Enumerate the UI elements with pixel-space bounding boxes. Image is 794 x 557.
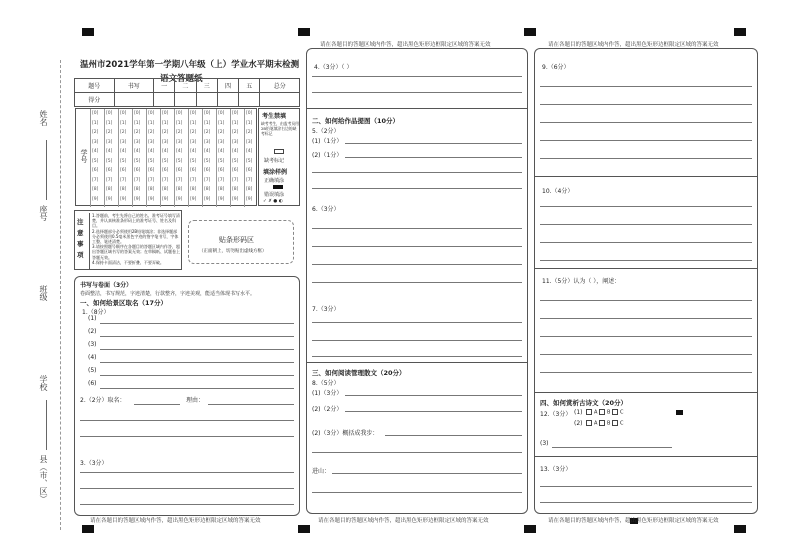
score-header: 书写 bbox=[114, 79, 154, 93]
student-id-bubble[interactable]: [7] bbox=[246, 177, 253, 183]
binding-dashed-line bbox=[60, 60, 61, 530]
student-id-bubble[interactable]: [3] bbox=[148, 139, 155, 145]
student-id-grid[interactable] bbox=[75, 108, 257, 206]
answer-line[interactable] bbox=[332, 473, 522, 474]
question-11-label: 11.（5分）认为（ ），阐述： bbox=[542, 278, 621, 285]
student-id-bubble[interactable]: [2] bbox=[106, 130, 113, 135]
student-id-bubble[interactable]: [0] bbox=[232, 111, 239, 116]
student-id-bubble[interactable]: [4] bbox=[232, 149, 239, 154]
score-header: 题号 bbox=[75, 79, 115, 93]
student-id-column[interactable] bbox=[216, 109, 230, 207]
answer-line[interactable] bbox=[312, 492, 522, 493]
student-id-label: 学号 bbox=[80, 149, 88, 163]
student-id-bubble[interactable]: [3] bbox=[246, 139, 253, 145]
student-id-bubble[interactable]: [4] bbox=[106, 149, 113, 154]
student-id-bubble[interactable]: [6] bbox=[232, 168, 239, 173]
question-8-part-1: (1)（3分） bbox=[312, 390, 343, 397]
answer-line[interactable] bbox=[312, 246, 522, 247]
student-id-bubble[interactable]: [8] bbox=[106, 187, 113, 192]
student-id-bubble[interactable]: [7] bbox=[176, 177, 183, 183]
student-id-bubble[interactable]: [9] bbox=[190, 196, 197, 202]
score-cell[interactable] bbox=[260, 93, 300, 107]
timing-mark bbox=[298, 28, 310, 36]
student-id-bubble[interactable]: [7] bbox=[106, 177, 113, 183]
choice-letter: C bbox=[620, 409, 624, 416]
question-3-label: 3.（3分） bbox=[80, 460, 108, 467]
student-id-bubble[interactable]: [8] bbox=[190, 187, 197, 192]
student-id-bubble[interactable]: [6] bbox=[204, 168, 211, 173]
student-id-bubble[interactable]: [9] bbox=[92, 196, 99, 202]
choice-bubble[interactable] bbox=[599, 409, 605, 415]
student-id-bubble[interactable]: [3] bbox=[120, 139, 127, 145]
notes-label: 注意事项 bbox=[77, 218, 84, 259]
student-id-bubble[interactable]: [8] bbox=[204, 187, 211, 192]
student-id-bubble[interactable]: [3] bbox=[204, 139, 211, 145]
question-5-label: 5.（2分） bbox=[312, 128, 340, 135]
question-2-label: 2.（2分）取名： bbox=[80, 397, 126, 404]
student-id-bubble[interactable]: [4] bbox=[134, 149, 141, 154]
student-id-column[interactable] bbox=[90, 109, 104, 207]
answer-line[interactable] bbox=[312, 188, 522, 189]
wrong-fill-sample: ✓ ✗ ● ◐ bbox=[263, 199, 283, 204]
student-id-bubble[interactable]: [6] bbox=[190, 168, 197, 173]
question-12-option-2: (2) bbox=[574, 420, 583, 427]
student-id-bubble[interactable]: [1] bbox=[120, 120, 127, 126]
student-id-bubble[interactable]: [4] bbox=[162, 149, 169, 154]
student-id-bubble[interactable]: [5] bbox=[134, 158, 141, 164]
warning-mid-top: 请在各题目的答题区域内作答，超出黑色矩形边框限定区域的答案无效 bbox=[320, 42, 491, 48]
note-item: 1.答题前，考生先将自己的姓名、准考证号填写清楚，并认真核准条形码上的准考证号、姓名及科目。 bbox=[92, 213, 180, 229]
question-divider bbox=[534, 456, 758, 457]
student-id-bubble[interactable]: [4] bbox=[176, 149, 183, 154]
student-id-bubble[interactable]: [0] bbox=[148, 111, 155, 116]
answer-line[interactable] bbox=[134, 404, 180, 405]
question-12-label: 12.（3分） bbox=[540, 411, 572, 418]
student-id-bubble[interactable]: [3] bbox=[92, 139, 99, 145]
student-id-column[interactable] bbox=[132, 109, 146, 207]
answer-line[interactable] bbox=[312, 92, 522, 93]
answer-line[interactable] bbox=[345, 143, 522, 144]
student-id-bubble[interactable]: [5] bbox=[218, 158, 225, 164]
answer-line[interactable] bbox=[345, 157, 522, 158]
student-id-bubble[interactable]: [3] bbox=[218, 139, 225, 145]
timing-mark bbox=[524, 28, 536, 36]
student-id-bubble[interactable]: [1] bbox=[204, 120, 211, 126]
student-id-bubble[interactable]: [0] bbox=[134, 111, 141, 116]
answer-line[interactable] bbox=[80, 420, 294, 421]
question-8-label: 8.（5分） bbox=[312, 380, 340, 387]
answer-line[interactable] bbox=[540, 354, 752, 355]
answer-line[interactable] bbox=[540, 260, 752, 261]
student-id-bubble[interactable]: [2] bbox=[92, 130, 99, 135]
student-id-bubble[interactable]: [8] bbox=[232, 187, 239, 192]
student-id-bubble[interactable]: [3] bbox=[176, 139, 183, 145]
choice-bubble[interactable] bbox=[612, 420, 618, 426]
answer-line[interactable] bbox=[345, 395, 522, 396]
answer-line[interactable] bbox=[80, 488, 294, 489]
answer-line[interactable] bbox=[312, 76, 522, 77]
question-9-label: 9.（6分） bbox=[542, 64, 570, 71]
warning-right-bottom: 请在各题目的答题区域内作答，超出黑色矩形边框限定区域的答案无效 bbox=[548, 518, 719, 524]
question-1-item-label: (1) bbox=[88, 315, 97, 322]
student-id-bubble[interactable]: [3] bbox=[190, 139, 197, 145]
answer-line[interactable] bbox=[80, 504, 294, 505]
student-id-bubble[interactable]: [7] bbox=[218, 177, 225, 183]
choice-bubble[interactable] bbox=[612, 409, 618, 415]
barcode-label: 贴条形码区 bbox=[219, 236, 254, 244]
student-id-bubble[interactable]: [3] bbox=[134, 139, 141, 145]
answer-line[interactable] bbox=[312, 340, 522, 341]
student-id-bubble[interactable]: [8] bbox=[246, 187, 253, 192]
answer-line[interactable] bbox=[540, 122, 752, 123]
student-id-bubble[interactable]: [9] bbox=[204, 196, 211, 202]
answer-line[interactable] bbox=[100, 375, 294, 376]
student-id-column[interactable] bbox=[230, 109, 244, 207]
answer-line[interactable] bbox=[312, 264, 522, 265]
student-id-bubble[interactable]: [0] bbox=[190, 111, 197, 116]
question-2-reason: 理由： bbox=[186, 397, 205, 404]
note-item: 2.选择题部分必须使用2B铅笔填涂；非选择题部分必须使用0.5毫米黑色字迹的签字笔书写，字体工整、笔迹清楚。 bbox=[92, 228, 179, 245]
score-cell[interactable] bbox=[114, 93, 154, 107]
student-id-bubble[interactable]: [0] bbox=[204, 111, 211, 116]
student-id-bubble[interactable]: [2] bbox=[176, 130, 183, 135]
answer-line[interactable] bbox=[540, 206, 752, 207]
question-divider bbox=[534, 176, 758, 177]
answer-line[interactable] bbox=[552, 447, 672, 448]
student-id-bubble[interactable]: [6] bbox=[162, 168, 169, 173]
question-10-label: 10.（4分） bbox=[542, 188, 574, 195]
student-id-bubble[interactable]: [1] bbox=[218, 120, 225, 126]
score-table bbox=[74, 78, 300, 107]
section-4-title: 四、如何赏析古诗文（20分） bbox=[540, 399, 628, 407]
student-id-bubble[interactable]: [7] bbox=[162, 177, 169, 183]
student-id-bubble[interactable]: [4] bbox=[92, 149, 99, 154]
student-id-bubble[interactable]: [3] bbox=[162, 139, 169, 145]
student-id-bubble[interactable]: [5] bbox=[148, 158, 155, 164]
question-4-label: 4.（3分）（ ） bbox=[314, 64, 353, 71]
absent-note: 缺考考生，由监考员用2B铅笔填涂右边的缺考标记 bbox=[261, 121, 299, 136]
student-id-bubble[interactable]: [7] bbox=[232, 177, 239, 183]
answer-line[interactable] bbox=[540, 140, 752, 141]
student-id-bubble[interactable]: [5] bbox=[106, 158, 113, 164]
question-1-label: 1.（8分） bbox=[82, 309, 110, 316]
student-id-bubble[interactable]: [8] bbox=[120, 187, 127, 192]
choice-bubble[interactable] bbox=[586, 420, 592, 426]
student-id-bubble[interactable]: [8] bbox=[134, 187, 141, 192]
question-9b-label: (2)（3分）概括成我步： bbox=[312, 430, 379, 437]
student-id-bubble[interactable]: [1] bbox=[232, 120, 239, 126]
note-item: 4.保持卡面清洁，不要折叠、不要弄破。 bbox=[92, 259, 164, 265]
student-id-column[interactable] bbox=[118, 109, 132, 207]
choice-letter: C bbox=[620, 420, 624, 427]
score-cell[interactable] bbox=[217, 93, 238, 107]
student-id-bubble[interactable]: [1] bbox=[106, 120, 113, 126]
warning-mid-bottom: 请在各题目的答题区域内作答，超出黑色矩形边框限定区域的答案无效 bbox=[318, 518, 489, 524]
student-id-bubble[interactable]: [6] bbox=[148, 168, 155, 173]
student-id-bubble[interactable]: [5] bbox=[190, 158, 197, 164]
student-id-bubble[interactable]: [7] bbox=[148, 177, 155, 183]
section-3-title: 三、如何阅读管理散文（20分） bbox=[312, 369, 406, 377]
student-id-bubble[interactable]: [1] bbox=[148, 120, 155, 126]
student-id-bubble[interactable]: [7] bbox=[120, 177, 127, 183]
section-divider bbox=[534, 392, 758, 393]
student-id-bubble[interactable]: [7] bbox=[134, 177, 141, 183]
exam-box bbox=[258, 108, 300, 206]
notes-box bbox=[74, 210, 182, 270]
section-divider bbox=[306, 108, 528, 109]
student-id-bubble[interactable]: [2] bbox=[148, 130, 155, 135]
answer-line[interactable] bbox=[312, 228, 522, 229]
page-subtitle: 语文答题纸 bbox=[160, 74, 203, 84]
student-id-bubble[interactable]: [5] bbox=[204, 158, 211, 164]
student-id-bubble[interactable]: [0] bbox=[106, 111, 113, 116]
answer-line[interactable] bbox=[312, 172, 522, 173]
student-id-bubble[interactable]: [8] bbox=[92, 187, 99, 192]
timing-mark bbox=[734, 525, 746, 533]
student-id-column[interactable] bbox=[174, 109, 188, 207]
student-id-bubble[interactable]: [2] bbox=[190, 130, 197, 135]
student-id-bubble[interactable]: [1] bbox=[246, 120, 253, 126]
question-1-item-label: (5) bbox=[88, 367, 97, 374]
answer-line[interactable] bbox=[80, 436, 294, 437]
student-id-bubble[interactable]: [0] bbox=[92, 111, 99, 116]
sidebar-name-label: 姓名 bbox=[39, 110, 48, 126]
writing-title: 书写与卷面（3分） bbox=[80, 282, 133, 289]
answer-line[interactable] bbox=[312, 452, 522, 453]
student-id-column[interactable] bbox=[188, 109, 202, 207]
student-id-bubble[interactable]: [9] bbox=[246, 196, 253, 202]
county-line bbox=[46, 400, 47, 450]
answer-line[interactable] bbox=[540, 318, 752, 319]
question-5-part-2: (2)（1分） bbox=[312, 152, 343, 159]
student-id-bubble[interactable]: [0] bbox=[162, 111, 169, 116]
score-header: 一 bbox=[154, 79, 175, 93]
student-id-bubble[interactable]: [8] bbox=[148, 187, 155, 192]
timing-mark bbox=[734, 28, 746, 36]
question-13-label: 13.（3分） bbox=[540, 466, 572, 473]
wrong-label: 错误填涂 bbox=[264, 192, 285, 198]
student-id-bubble[interactable]: [1] bbox=[92, 120, 99, 126]
student-id-column[interactable] bbox=[160, 109, 174, 207]
student-id-bubble[interactable]: [7] bbox=[190, 177, 197, 183]
correct-fill-sample bbox=[273, 185, 283, 189]
answer-line[interactable] bbox=[312, 356, 522, 357]
student-id-bubble[interactable]: [3] bbox=[106, 139, 113, 145]
answer-line[interactable] bbox=[540, 372, 752, 373]
student-id-bubble[interactable]: [5] bbox=[246, 158, 253, 164]
answer-line[interactable] bbox=[80, 472, 294, 473]
score-header: 五 bbox=[239, 79, 260, 93]
student-id-bubble[interactable]: [2] bbox=[134, 130, 141, 135]
question-1-item-label: (6) bbox=[88, 380, 97, 387]
student-id-bubble[interactable]: [0] bbox=[218, 111, 225, 116]
student-id-bubble[interactable]: [6] bbox=[106, 168, 113, 173]
score-header: 四 bbox=[217, 79, 238, 93]
score-cell[interactable] bbox=[154, 93, 175, 107]
student-id-bubble[interactable]: [9] bbox=[176, 196, 183, 202]
sidebar-school-label: 学校 bbox=[39, 375, 48, 391]
answer-line[interactable] bbox=[385, 435, 522, 436]
student-id-bubble[interactable]: [8] bbox=[162, 187, 169, 192]
score-cell[interactable] bbox=[175, 93, 196, 107]
correct-label: 正确填涂 bbox=[264, 178, 285, 184]
sidebar-county-label: 县（市、区） bbox=[39, 455, 48, 503]
answer-line[interactable] bbox=[540, 224, 752, 225]
student-id-bubble[interactable]: [4] bbox=[120, 149, 127, 154]
answer-line[interactable] bbox=[540, 300, 752, 301]
student-id-bubble[interactable]: [9] bbox=[106, 196, 113, 202]
score-header: 总分 bbox=[260, 79, 300, 93]
student-id-bubble[interactable]: [1] bbox=[162, 120, 169, 126]
answer-line[interactable] bbox=[100, 388, 294, 389]
score-cell[interactable] bbox=[239, 93, 260, 107]
timing-mark bbox=[524, 525, 536, 533]
question-5-part-1: (1)（1分） bbox=[312, 138, 343, 145]
student-id-bubble[interactable]: [7] bbox=[204, 177, 211, 183]
student-id-bubble[interactable]: [0] bbox=[176, 111, 183, 116]
student-id-bubble[interactable]: [9] bbox=[162, 196, 169, 202]
student-id-bubble[interactable]: [2] bbox=[218, 130, 225, 135]
question-9b-detail: 进山： bbox=[312, 468, 331, 475]
answer-line[interactable] bbox=[540, 158, 752, 159]
exam-box-title: 考生禁填 bbox=[262, 113, 287, 120]
student-id-bubble[interactable]: [9] bbox=[148, 196, 155, 202]
student-id-bubble[interactable]: [5] bbox=[176, 158, 183, 164]
answer-line[interactable] bbox=[540, 336, 752, 337]
answer-line[interactable] bbox=[100, 336, 294, 337]
student-id-bubble[interactable]: [1] bbox=[190, 120, 197, 126]
answer-line[interactable] bbox=[540, 242, 752, 243]
student-id-bubble[interactable]: [5] bbox=[120, 158, 127, 164]
student-id-bubble[interactable]: [4] bbox=[148, 149, 155, 154]
student-id-bubble[interactable]: [6] bbox=[134, 168, 141, 173]
student-id-bubble[interactable]: [6] bbox=[92, 168, 99, 173]
q12-bubbles-2[interactable] bbox=[586, 420, 624, 427]
notes-items bbox=[89, 213, 181, 269]
student-id-bubble[interactable]: [2] bbox=[246, 130, 253, 135]
writing-desc: 卷面整洁，书写规范，字迹清楚，行款整齐，字迹美观，能适当体现书写水平。 bbox=[80, 291, 256, 297]
student-id-column[interactable] bbox=[104, 109, 118, 207]
choice-letter: A bbox=[594, 420, 598, 427]
student-id-column[interactable] bbox=[146, 109, 160, 207]
choice-letter: B bbox=[607, 420, 611, 427]
section-divider bbox=[306, 362, 528, 363]
question-7-label: 7.（3分） bbox=[312, 306, 340, 313]
question-12-option-3: (3) bbox=[540, 440, 549, 447]
answer-line[interactable] bbox=[540, 502, 752, 503]
student-id-bubble[interactable]: [9] bbox=[120, 196, 127, 202]
score-row-label: 得分 bbox=[75, 93, 115, 107]
name-line bbox=[46, 140, 47, 200]
timing-mark bbox=[298, 525, 310, 533]
student-id-bubble[interactable]: [8] bbox=[176, 187, 183, 192]
student-id-bubble[interactable]: [0] bbox=[120, 111, 127, 116]
student-id-bubble[interactable]: [6] bbox=[120, 168, 127, 173]
choice-bubble[interactable] bbox=[586, 409, 592, 415]
question-6-label: 6.（3分） bbox=[312, 206, 340, 213]
section-2-title: 二、如何给作品提图（10分） bbox=[312, 117, 400, 125]
student-id-bubble[interactable]: [9] bbox=[232, 196, 239, 202]
student-id-bubble[interactable]: [4] bbox=[204, 149, 211, 154]
q12-bubbles-1[interactable] bbox=[586, 409, 624, 416]
answer-line[interactable] bbox=[540, 486, 752, 487]
student-id-column[interactable] bbox=[202, 109, 216, 207]
score-header: 二 bbox=[175, 79, 196, 93]
answer-line[interactable] bbox=[540, 104, 752, 105]
answer-line[interactable] bbox=[312, 322, 522, 323]
page-title: 温州市2021学年第一学期八年级（上）学业水平期末检测 bbox=[80, 60, 300, 70]
question-1-item-label: (4) bbox=[88, 354, 97, 361]
absent-label: 缺考标记 bbox=[264, 158, 285, 164]
answer-line[interactable] bbox=[312, 282, 522, 283]
student-id-bubble[interactable]: [5] bbox=[92, 158, 99, 164]
score-cell[interactable] bbox=[196, 93, 217, 107]
student-id-bubble[interactable]: [4] bbox=[190, 149, 197, 154]
note-item: 3.请按照题号顺序在各题目的答题区域内作答，超出答题区域书写的答案无效；在草稿纸、试题卷上答题无效。 bbox=[92, 244, 180, 260]
student-id-bubble[interactable]: [0] bbox=[246, 111, 253, 116]
student-id-bubble[interactable]: [2] bbox=[204, 130, 211, 135]
section-1-title: 一、如何给景区取名（17分） bbox=[80, 299, 168, 307]
question-divider bbox=[534, 268, 758, 269]
student-id-bubble[interactable]: [2] bbox=[120, 130, 127, 135]
sidebar-class-label: 班级 bbox=[39, 285, 48, 301]
sidebar-seat-label: 座号 bbox=[39, 205, 48, 221]
student-id-bubble[interactable]: [5] bbox=[232, 158, 239, 164]
student-id-column[interactable] bbox=[244, 109, 258, 207]
student-id-bubble[interactable]: [9] bbox=[134, 196, 141, 202]
answer-line[interactable] bbox=[208, 404, 294, 405]
student-id-bubble[interactable]: [6] bbox=[246, 168, 253, 173]
answer-line[interactable] bbox=[540, 86, 752, 87]
timing-mark bbox=[82, 28, 94, 36]
answer-line[interactable] bbox=[100, 323, 294, 324]
student-id-bubble[interactable]: [8] bbox=[218, 187, 225, 192]
choice-bubble[interactable] bbox=[599, 420, 605, 426]
answer-line[interactable] bbox=[345, 411, 522, 412]
student-id-bubble[interactable]: [7] bbox=[92, 177, 99, 183]
student-id-bubble[interactable]: [2] bbox=[232, 130, 239, 135]
choice-letter: A bbox=[594, 409, 598, 416]
student-id-bubble[interactable]: [9] bbox=[218, 196, 225, 202]
student-id-bubble[interactable]: [1] bbox=[134, 120, 141, 126]
student-id-bubble[interactable]: [6] bbox=[218, 168, 225, 173]
answer-line[interactable] bbox=[100, 362, 294, 363]
student-id-bubble[interactable]: [6] bbox=[176, 168, 183, 173]
answer-line[interactable] bbox=[100, 349, 294, 350]
student-id-bubble[interactable]: [2] bbox=[162, 130, 169, 135]
student-id-bubble[interactable]: [4] bbox=[218, 149, 225, 154]
student-id-bubble[interactable]: [5] bbox=[162, 158, 169, 164]
question-8-part-2: (2)（2分） bbox=[312, 406, 343, 413]
fill-title: 填涂样例 bbox=[263, 169, 288, 176]
student-id-bubble[interactable]: [1] bbox=[176, 120, 183, 126]
choice-letter: B bbox=[607, 409, 611, 416]
question-1-item-label: (3) bbox=[88, 341, 97, 348]
student-id-bubble[interactable]: [3] bbox=[232, 139, 239, 145]
question-12-option-1: (1) bbox=[574, 409, 583, 416]
score-header: 三 bbox=[196, 79, 217, 93]
warning-left-bottom: 请在各题目的答题区域内作答，超出黑色矩形边框限定区域的答案无效 bbox=[90, 518, 261, 524]
question-1-item-label: (2) bbox=[88, 328, 97, 335]
barcode-area[interactable] bbox=[188, 220, 294, 264]
warning-right-top: 请在各题目的答题区域内作答，超出黑色矩形边框限定区域的答案无效 bbox=[548, 42, 719, 48]
timing-mark bbox=[82, 525, 94, 533]
student-id-bubble[interactable]: [4] bbox=[246, 149, 253, 154]
barcode-note: （正面朝上，切勿贴出虚线方框） bbox=[199, 249, 267, 254]
absent-checkbox[interactable] bbox=[274, 149, 284, 154]
